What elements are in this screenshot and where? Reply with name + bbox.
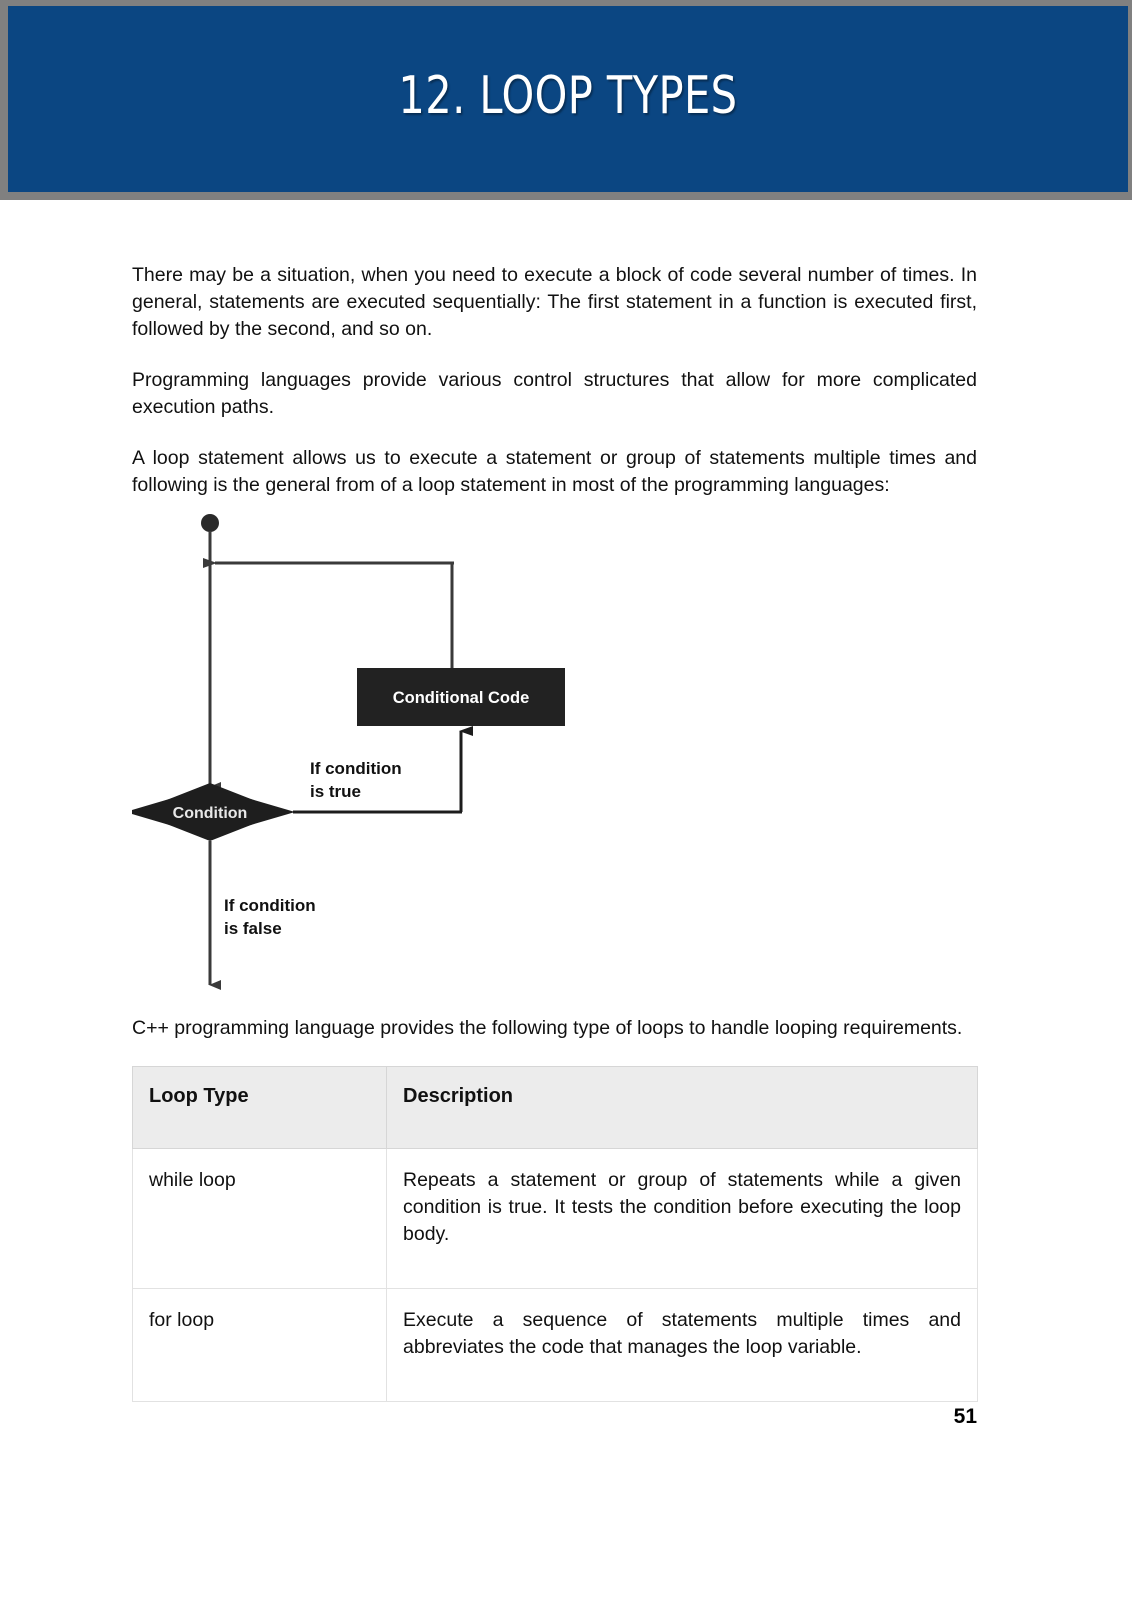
page-number: 51: [953, 1405, 977, 1428]
page-content: [132, 262, 977, 1402]
page-header-banner: [0, 0, 1132, 200]
loop-types-table: [132, 1066, 978, 1402]
cell-loop-type: for loop: [133, 1289, 387, 1402]
table-row: [133, 1149, 978, 1289]
flowchart-svg: [132, 505, 977, 1005]
intro-paragraph-3: A loop statement allows us to execute a statement or group of statements multiple times and following is the general from of a loop statement in most of the programming languages:: [132, 447, 977, 496]
table-header-row: [133, 1067, 978, 1149]
page-header-banner-inner: [8, 6, 1128, 192]
table-header-loop-type: Loop Type: [133, 1067, 387, 1149]
cell-description: Repeats a statement or group of statements while a given condition is true. It tests the condition before executing the loop body.: [387, 1149, 978, 1289]
loop-flowchart-diagram: [132, 505, 977, 1005]
true-branch-label-line1: If condition: [310, 759, 402, 778]
cell-loop-type: while loop: [133, 1149, 387, 1289]
table-header-description: Description: [387, 1067, 978, 1149]
conditional-code-box-label: Conditional Code: [392, 689, 530, 707]
false-branch-label-line2: is false: [224, 919, 282, 938]
cpp-intro-paragraph: C++ programming language provides the following type of loops to handle looping requirements.: [132, 1017, 963, 1039]
start-dot-icon: [201, 514, 219, 532]
false-branch-label-line1: If condition: [224, 896, 316, 915]
intro-paragraph-1: There may be a situation, when you need to execute a block of code several number of times. In general, statements are executed sequentially: The first statement in a function is executed first, followed by the second, and so on.: [132, 264, 977, 340]
true-branch-label-line2: is true: [310, 782, 362, 801]
intro-paragraph-2: Programming languages provide various control structures that allow for more complicated execution paths.: [132, 369, 977, 418]
table-row: [133, 1289, 978, 1402]
page-title: 12. LOOP TYPES: [398, 66, 738, 126]
condition-diamond-label: Condition: [172, 805, 248, 822]
cell-description: Execute a sequence of statements multiple times and abbreviates the code that manages the loop variable.: [387, 1289, 978, 1402]
